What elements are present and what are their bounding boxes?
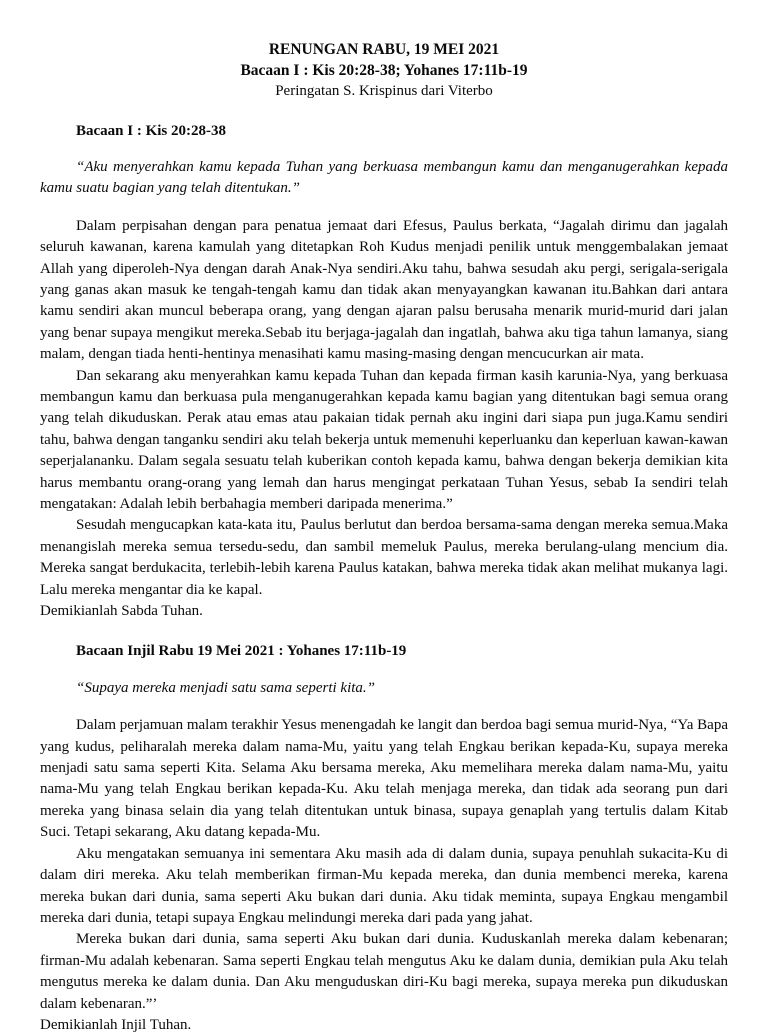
first-reading-paragraph: Dalam perpisahan dengan para penatua jemaat dari Efesus, Paulus berkata, “Jagalah dirimu dan jagalah seluruh kawanan, karena kamulah yang ditetapkan Roh Kudus menjadi penilik untuk menggembalakan jemaat Allah yang diperoleh-Nya dengan darah Anak-Nya sendiri.Aku tahu, bahwa sesudah aku pergi, serigala-serigala yang ganas akan masuk ke tengah-tengah kamu dan tidak akan menyayangkan kawanan itu.Bahkan dari antara kamu sendiri akan muncul beberapa orang, yang dengan ajaran palsu berusaha menarik murid-murid dari jalan yang benar supaya mengikut mereka.Sebab itu berjaga-jagalah dan ingatlah, bahwa aku tiga tahun lamanya, siang malam, dengan tiada henti-hentinya menasihati kamu masing-masing dengan mencucurkan air mata. <box>40 217 728 363</box>
first-reading-paragraph: Dan sekarang aku menyerahkan kamu kepada Tuhan dan kepada firman kasih karunia-Nya, yang berkuasa membangun kamu dan berkuasa pula menganugerahkan kepada kamu bagian yang ditentukan bagi semua orang yang telah dikuduskan. Perak atau emas atau pakaian tidak pernah aku ingini dari siapa pun juga.Kamu sendiri tahu, bahwa dengan tanganku sendiri aku telah bekerja untuk memenuhi keperluanku dan keperluan kawan-kawan seperjalananku. Dalam segala sesuatu telah kuberikan contoh kepada kamu, bahwa dengan bekerja demikian kita harus membantu orang-orang yang lemah dan harus mengingat perkataan Tuhan Yesus, sebab Ia sendiri telah mengatakan: Adalah lebih berbahagia memberi daripada menerima.” <box>40 367 728 512</box>
readings-reference-subtitle: Bacaan I : Kis 20:28-38; Yohanes 17:11b-19 <box>240 61 528 79</box>
document-header <box>40 40 728 102</box>
first-reading-section <box>40 121 728 623</box>
gospel-theme-quote: “Supaya mereka menjadi satu sama seperti kita.” <box>76 679 375 696</box>
memorial-line: Peringatan S. Krispinus dari Viterbo <box>275 83 493 99</box>
gospel-paragraph: Dalam perjamuan malam terakhir Yesus menengadah ke langit dan berdoa bagi semua murid-Nya, “Ya Bapa yang kudus, peliharalah mereka dalam nama-Mu, yaitu yang telah Engkau berikan kepada-Ku, supaya mereka menjadi satu sama seperti Kita. Selama Aku bersama mereka, Aku memelihara mereka dalam nama-Mu, yaitu nama-Mu yang telah Engkau berikan kepada-Ku. Aku telah menjaga mereka, dan tidak ada seorang pun dari mereka yang binasa selain dia yang telah ditentukan untuk binasa, supaya genaplah yang tertulis dalam Kitab Suci. Tetapi sekarang, Aku datang kepada-Mu. <box>40 717 728 841</box>
first-reading-paragraph: Sesudah mengucapkan kata-kata itu, Paulus berlutut dan berdoa bersama-sama dengan mereka semua.Maka menangislah mereka semua tersedu-sedu, dan sambil memeluk Paulus, mereka berulang-ulang mencium dia. Mereka sangat berdukacita, terlebih-lebih karena Paulus katakan, bahwa mereka tidak akan melihat mukanya lagi. Lalu mereka mengantar dia ke kapal. <box>40 517 728 598</box>
first-reading-closing: Demikianlah Sabda Tuhan. <box>40 603 203 620</box>
gospel-paragraph: Aku mengatakan semuanya ini sementara Aku masih ada di dalam dunia, supaya penuhlah sukacita-Ku di dalam diri mereka. Aku telah memberikan firman-Mu kepada mereka, dan dunia membenci mereka, karena mereka bukan dari dunia, sama seperti Aku bukan dari dunia. Aku tidak meminta, supaya Engkau mengambil mereka dari dunia, tetapi supaya Engkau melindungi mereka dari pada yang jahat. <box>40 845 728 926</box>
first-reading-heading: Bacaan I : Kis 20:28-38 <box>76 122 226 139</box>
gospel-heading: Bacaan Injil Rabu 19 Mei 2021 : Yohanes 17:11b-19 <box>76 643 407 660</box>
gospel-closing: Demikianlah Injil Tuhan. <box>40 1016 192 1033</box>
gospel-paragraph: Mereka bukan dari dunia, sama seperti Aku bukan dari dunia. Kuduskanlah mereka dalam kebenaran; firman-Mu adalah kebenaran. Sama seperti Engkau telah mengutus Aku ke dalam dunia, demikian pula Aku telah mengutus mereka ke dalam dunia. Dan Aku menguduskan diri-Ku bagi mereka, supaya mereka pun dikuduskan dalam kebenaran.”’ <box>40 931 728 1012</box>
gospel-reading-section <box>40 641 728 1036</box>
page-title: RENUNGAN RABU, 19 MEI 2021 <box>268 41 500 58</box>
first-reading-theme-quote: “Aku menyerahkan kamu kepada Tuhan yang berkuasa membangun kamu dan menganugerahkan kepada kamu suatu bagian yang telah ditentukan.” <box>40 158 728 197</box>
